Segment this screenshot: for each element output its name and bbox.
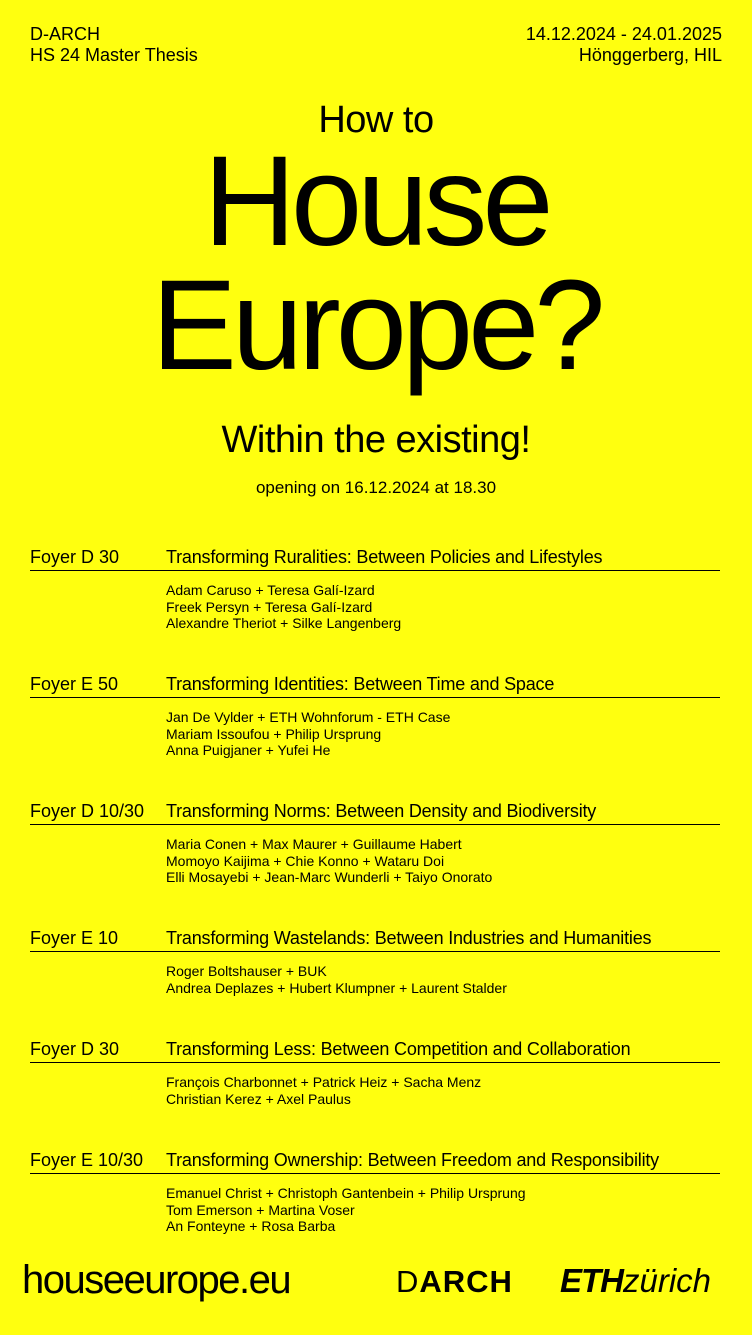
eth-logo-zurich: zürich xyxy=(623,1262,712,1299)
section-people xyxy=(166,582,401,632)
opening-info: opening on 16.12.2024 at 18.30 xyxy=(255,478,497,497)
section-title: Transforming Less: Between Competition and Collaboration xyxy=(166,1039,631,1059)
section-header xyxy=(30,927,720,952)
section-location: Foyer D 30 xyxy=(30,1039,120,1059)
darch-logo xyxy=(396,1264,513,1300)
section-title: Transforming Ruralities: Between Policies and Lifestyles xyxy=(166,547,603,567)
section-title: Transforming Identities: Between Time and Space xyxy=(166,674,555,694)
section-title: Transforming Norms: Between Density and Biodiversity xyxy=(166,801,597,821)
header-right xyxy=(526,24,722,66)
people-line: Maria Conen + Max Maurer + Guillaume Habert xyxy=(166,836,462,852)
people-line: François Charbonnet + Patrick Heiz + Sacha Menz xyxy=(166,1074,482,1090)
section-location: Foyer E 10/30 xyxy=(30,1150,144,1170)
darch-logo-suffix: ARCH xyxy=(419,1264,513,1299)
subtitle: Within the existing! xyxy=(221,419,531,461)
people-line: Adam Caruso + Teresa Galí-Izard xyxy=(166,582,375,598)
section-ownership xyxy=(30,1149,720,1234)
people-line: Andrea Deplazes + Hubert Klumpner + Laurent Stalder xyxy=(166,979,507,996)
people-line: Roger Boltshauser + BUK xyxy=(166,963,327,979)
people-line: Freek Persyn + Teresa Galí-Izard xyxy=(166,598,373,615)
department-label: D-ARCH xyxy=(30,24,100,44)
eth-logo-bold: ETH xyxy=(560,1262,623,1299)
website-url[interactable]: houseeurope.eu xyxy=(22,1258,291,1302)
section-less xyxy=(30,1038,720,1107)
section-header xyxy=(30,1149,720,1174)
people-line: Momoyo Kaijima + Chie Konno + Wataru Doi xyxy=(166,852,445,869)
people-line: Alexandre Theriot + Silke Langenberg xyxy=(166,615,402,631)
people-line: Anna Puigjaner + Yufei He xyxy=(166,742,331,758)
section-header xyxy=(30,546,720,571)
header-left xyxy=(30,24,198,66)
section-people xyxy=(166,963,507,996)
section-wastelands xyxy=(30,927,720,996)
section-norms xyxy=(30,800,720,885)
section-header xyxy=(30,800,720,825)
people-line: Jan De Vylder + ETH Wohnforum - ETH Case xyxy=(166,709,451,725)
title-block xyxy=(0,98,752,462)
section-location: Foyer D 30 xyxy=(30,547,120,567)
people-line: Tom Emerson + Martina Voser xyxy=(166,1201,355,1218)
section-people xyxy=(166,836,492,886)
title-line-how-to: How to xyxy=(318,99,434,141)
title-line-europe: Europe? xyxy=(151,254,601,397)
section-people xyxy=(166,709,450,759)
people-line: Christian Kerez + Axel Paulus xyxy=(166,1090,351,1107)
section-people xyxy=(166,1074,481,1107)
section-identities xyxy=(30,673,720,758)
people-line: Mariam Issoufou + Philip Ursprung xyxy=(166,725,382,742)
semester-label: HS 24 Master Thesis xyxy=(30,45,198,65)
section-location: Foyer E 50 xyxy=(30,674,119,694)
section-location: Foyer D 10/30 xyxy=(30,801,145,821)
section-people xyxy=(166,1185,526,1235)
people-line: Emanuel Christ + Christoph Gantenbein + Philip Ursprung xyxy=(166,1185,526,1201)
people-line: An Fonteyne + Rosa Barba xyxy=(166,1218,336,1234)
section-header xyxy=(30,1038,720,1063)
venue-label: Hönggerberg, HIL xyxy=(578,45,722,65)
eth-zurich-logo xyxy=(560,1262,711,1300)
darch-logo-prefix: D xyxy=(396,1264,420,1299)
date-range: 14.12.2024 - 24.01.2025 xyxy=(525,24,722,44)
section-title: Transforming Ownership: Between Freedom and Responsibility xyxy=(166,1150,659,1170)
section-location: Foyer E 10 xyxy=(30,928,119,948)
title-line-house: House xyxy=(203,130,549,273)
section-title: Transforming Wastelands: Between Industries and Humanities xyxy=(166,928,652,948)
section-header xyxy=(30,673,720,698)
people-line: Elli Mosayebi + Jean-Marc Wunderli + Taiyo Onorato xyxy=(166,869,493,885)
section-ruralities xyxy=(30,546,720,631)
